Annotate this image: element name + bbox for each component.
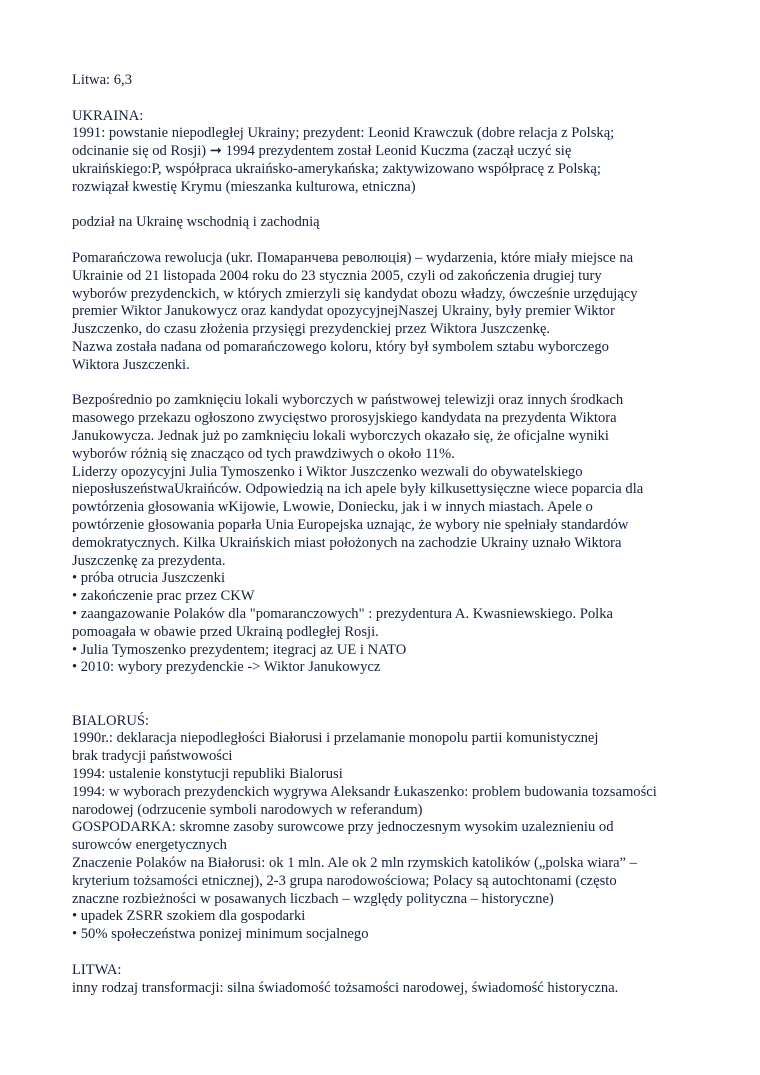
text-line: Znaczenie Polaków na Białorusi: ok 1 mln. Ale ok 2 mln rzymskich katolików („polska wiara” – [72, 855, 637, 872]
text-line: Bezpośrednio po zamknięciu lokali wyborczych w państwowej telewizji oraz innych środkach [72, 392, 624, 409]
text-line: Juszczenko, do czasu złożenia przysięgi prezydenckiej przez Wiktora Juszczenkę. [72, 321, 551, 338]
text-line: 1994: w wyborach prezydenckich wygrywa Aleksandr Łukaszenko: problem budowania tozsamości [72, 783, 657, 800]
text-line: wyborów różnią się znacząco od tych prawdziwych o około 11%. [72, 445, 455, 462]
blank-line [72, 375, 712, 393]
text-line: powtórzenia głosowania wKijowie, Lwowie, Doniecku, jak i w innych miastach. Apele o [72, 499, 593, 516]
text-line: 1991: powstanie niepodległej Ukrainy; prezydent: Leonid Krawczuk (dobre relacja z Polską; [72, 125, 615, 142]
text-line: surowców energetycznych [72, 837, 227, 854]
text-line: Nazwa została nadana od pomarańczowego koloru, który był symbolem sztabu wyborczego [72, 338, 609, 355]
text-line: Litwa: 6,3 [72, 72, 132, 88]
text-line: podział na Ukrainę wschodnią i zachodnią [72, 214, 320, 231]
text-line: narodowej (odrzucenie symboli narodowych w referandum) [72, 801, 423, 818]
text-line: Juszczenkę za prezydenta. [72, 552, 226, 569]
text-line: Janukowycza. Jednak już po zamknięciu lokali wyborczych okazało się, że oficjalne wyniki [72, 427, 609, 444]
text-line: znaczne rozbieżności w posawanych liczbach – względy polityczna – historyczne) [72, 890, 554, 907]
bullet-item: • Julia Tymoszenko prezydentem; itegracj az UE i NATO [72, 641, 407, 658]
text-line: masowego przekazu ogłoszono zwycięstwo prorosyjskiego kandydata na prezydenta Wiktora [72, 410, 617, 427]
text-line: 1990r.: deklaracja niepodległości Białorusi i przelamanie monopolu partii komunistycznej [72, 730, 599, 747]
bullet-item: • zakończenie prac przez CKW [72, 588, 255, 605]
text-line: pomoagała w obawie przed Ukrainą podległej Rosji. [72, 623, 379, 640]
text-line: wyborów prezydenckich, w których zmierzyli się kandydat obozu władzy, ówcześnie urzędujący [72, 285, 638, 302]
section-heading-ukraina: UKRAINA: [72, 107, 144, 124]
blank-line [72, 677, 712, 713]
document-page [72, 72, 712, 997]
text-line: nieposłuszeństwaUkraińców. Odpowiedzią na ich apele były kilkusettysięczne wiece poparcia dla [72, 481, 644, 498]
bullet-item: • 2010: wybory prezydenckie -> Wiktor Janukowycz [72, 659, 381, 676]
bullet-item: • zaangazowanie Polaków dla "pomaranczowych" : prezydentura A. Kwasniewskiego. Polka [72, 605, 614, 622]
text-line: GOSPODARKA: skromne zasoby surowcowe przy jednoczesnym wysokim uzaleznieniu od [72, 819, 614, 836]
blank-line [72, 232, 712, 250]
section-heading-bialorus: BIALORUŚ: [72, 712, 150, 729]
text-line: demokratycznych. Kilka Ukraińskich miast położonych na zachodzie Ukrainy uznało Wiktora [72, 534, 622, 551]
text-line: brak tradycji państwowości [72, 748, 233, 765]
text-line: 1994: ustalenie konstytucji republiki Bialorusi [72, 766, 343, 783]
bullet-item: • próba otrucia Juszczenki [72, 570, 226, 587]
bullet-item: • 50% społeczeństwa ponizej minimum socjalnego [72, 926, 369, 943]
text-line: rozwiązał kwestię Krymu (mieszanka kulturowa, etniczna) [72, 178, 416, 195]
text-line: Pomarańczowa rewolucja (ukr. Помаранчева революція) – wydarzenia, które miały miejsce na [72, 249, 634, 266]
blank-line [72, 944, 712, 962]
blank-line [72, 90, 712, 108]
bullet-item: • upadek ZSRR szokiem dla gospodarki [72, 908, 306, 925]
text-line: Ukrainie od 21 listopada 2004 roku do 23 stycznia 2005, czyli od zakończenia drugiej tury [72, 267, 602, 284]
text-line: premier Wiktor Janukowycz oraz kandydat opozycyjnejNaszej Ukrainy, były premier Wiktor [72, 303, 615, 320]
text-line: kryterium tożsamości etnicznej), 2-3 grupa narodowościowa; Polacy są autochtonami (często [72, 872, 617, 889]
text-line: Wiktora Juszczenki. [72, 356, 190, 373]
blank-line [72, 197, 712, 215]
text-line: inny rodzaj transformacji: silna świadomość tożsamości narodowej, świadomość historyczna. [72, 979, 619, 996]
text-line: odcinanie się od Rosji) ➞ 1994 prezydentem został Leonid Kuczma (zaczął uczyć się [72, 143, 572, 160]
text-line: powtórzenie głosowania poparła Unia Europejska uznając, że wybory nie spełniały standardów [72, 516, 629, 533]
text-line: Liderzy opozycyjni Julia Tymoszenko i Wiktor Juszczenko wezwali do obywatelskiego [72, 463, 583, 480]
text-line: ukraińskiego:P, współpraca ukraińsko-amerykańska; zaktywizowano współpracę z Polską; [72, 160, 601, 177]
section-heading-litwa: LITWA: [72, 961, 122, 978]
